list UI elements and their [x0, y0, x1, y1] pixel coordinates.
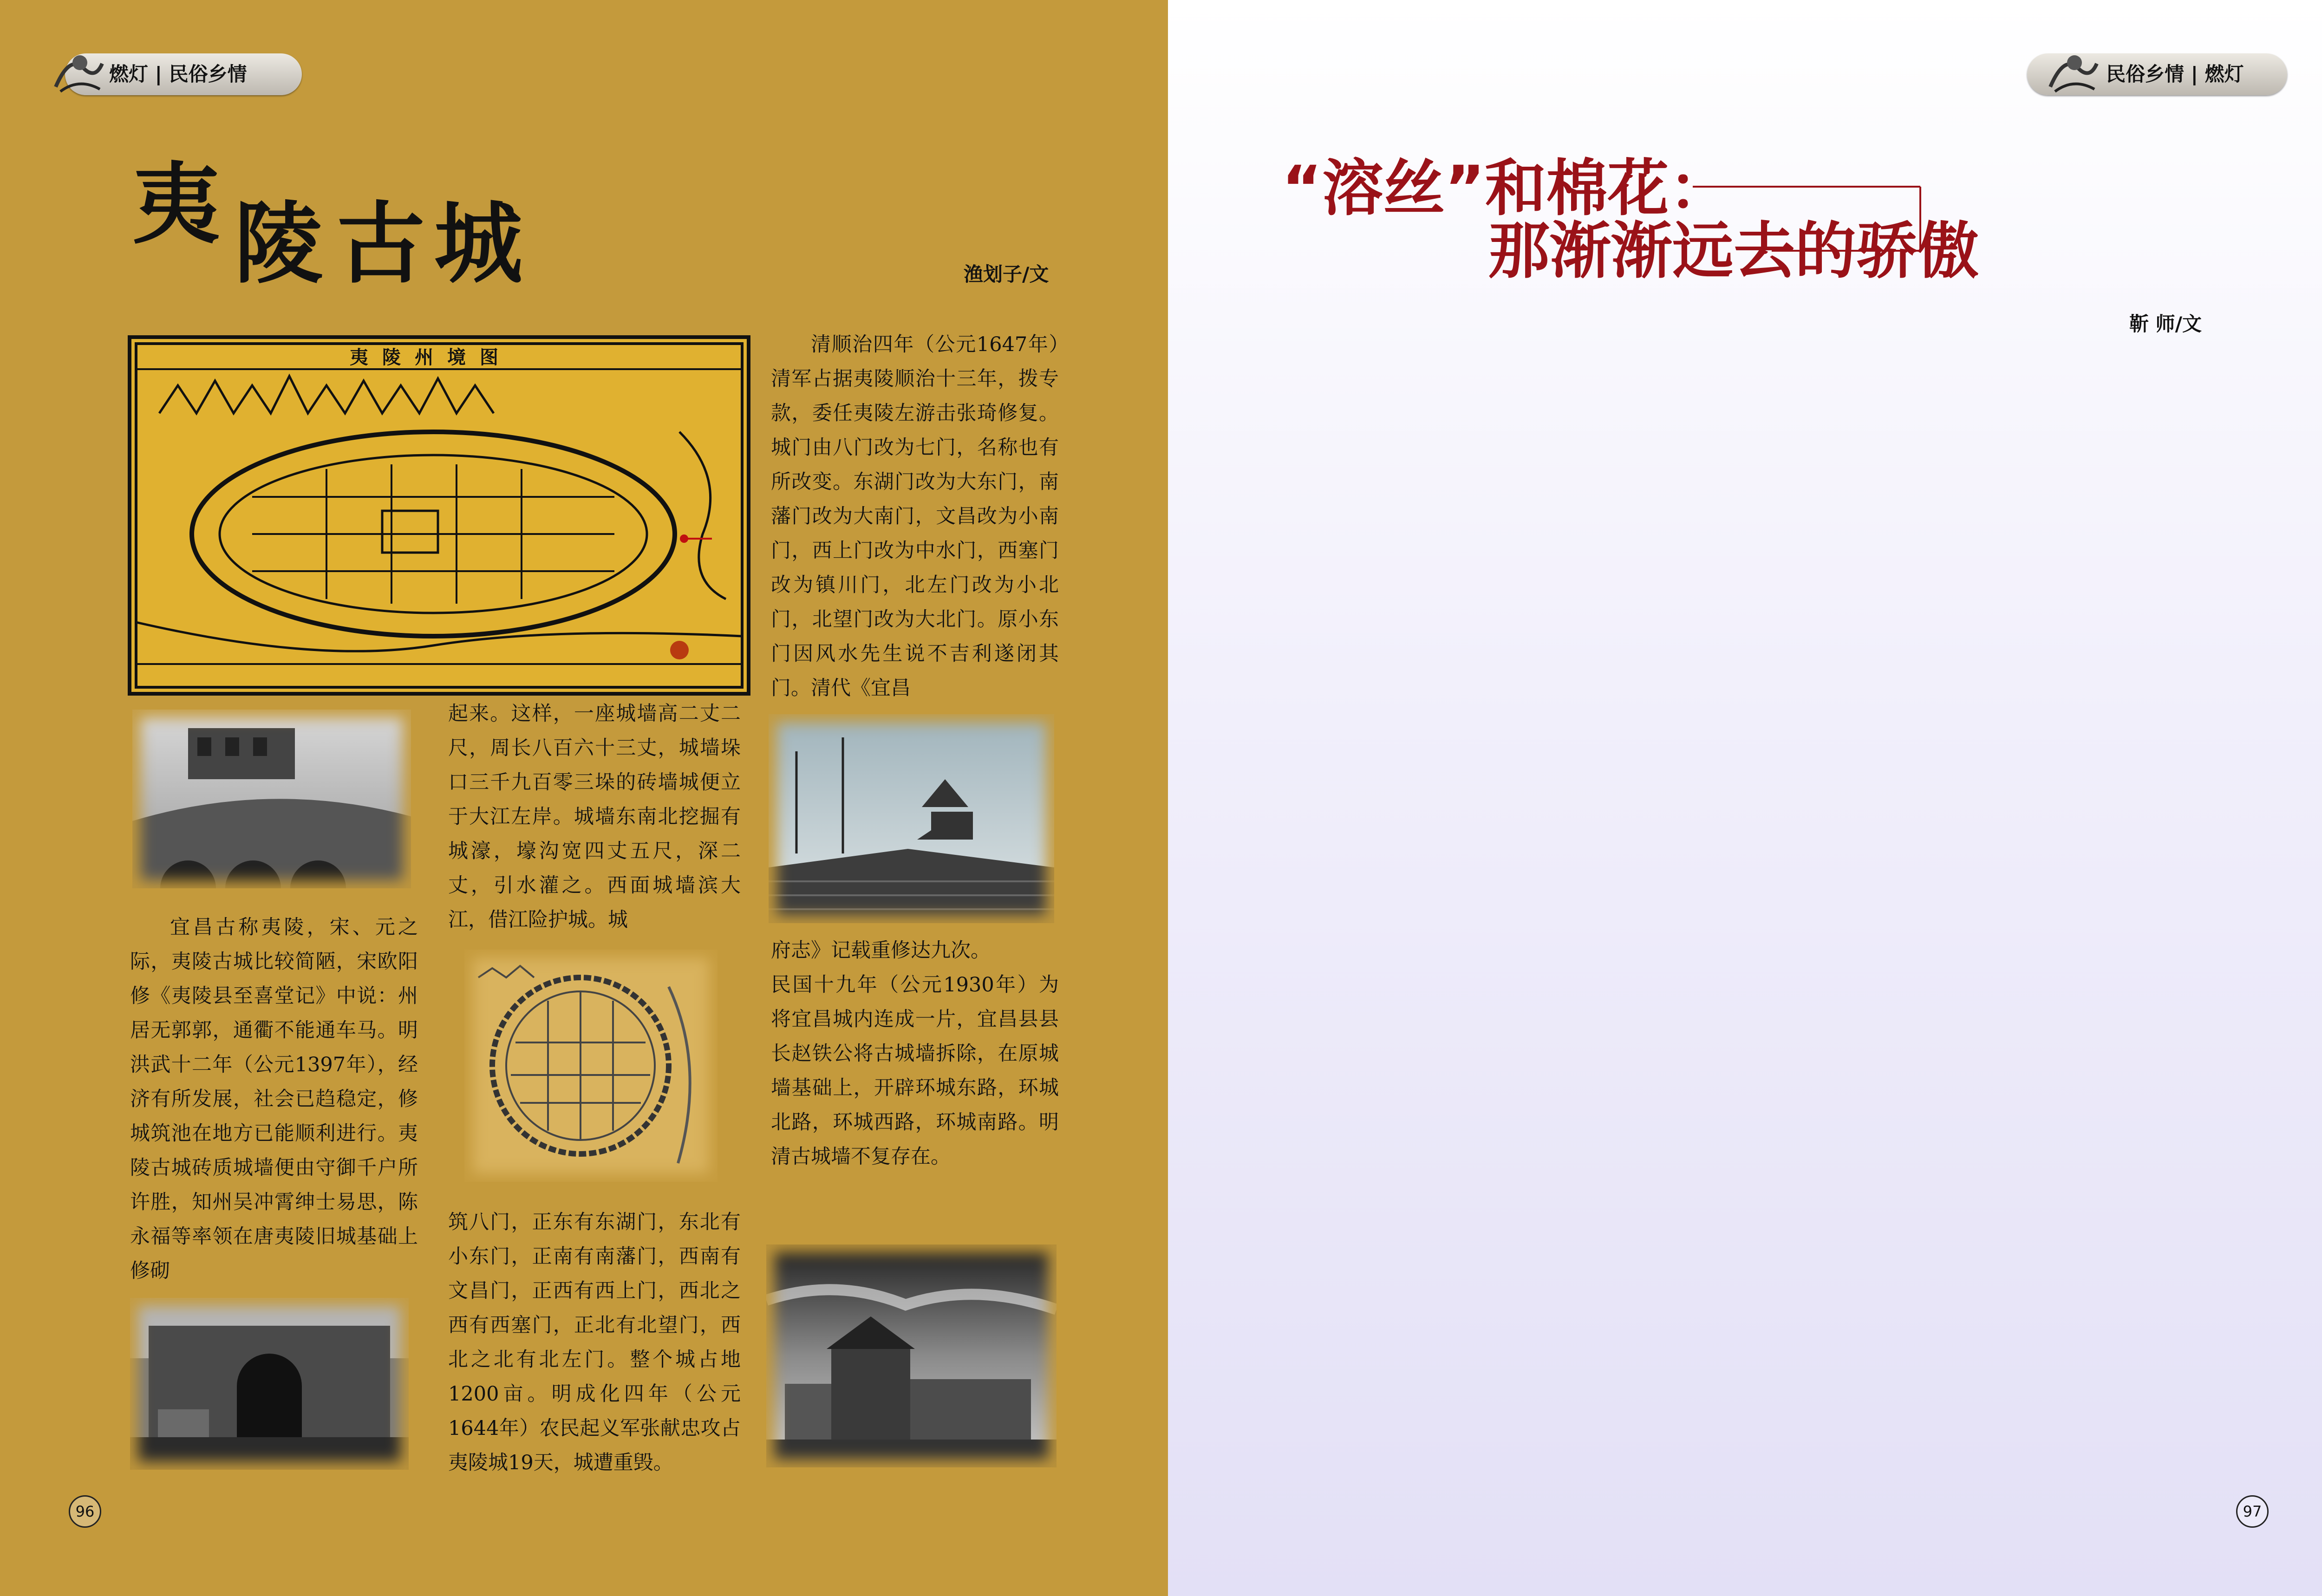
byline: 靳 师/文 [2129, 313, 2202, 335]
title-char: 城 [434, 192, 523, 295]
title-char: 夷 [132, 152, 221, 256]
body-column-3b: 府志》记载重修达九次。 民国十九年（公元1930年）为将宜昌城内连成一片，宜昌县县长赵铁公将古城墙拆除，在原城墙基础上，开辟环城东路，环城北路，环城西路，环城南路。明清古城墙不复存在。 [771, 939, 1059, 1168]
map-caption: 夷陵州境图 [350, 346, 512, 368]
right-page [1168, 0, 2322, 1596]
old-building-photo [766, 1244, 1057, 1467]
old-wall-photo [132, 710, 411, 888]
section-tag-label: 燃灯 | 民俗乡情 [109, 63, 247, 85]
tower-photo [769, 714, 1054, 923]
gate-photo [130, 1298, 409, 1470]
city-sketch [464, 950, 717, 1182]
section-tag-label: 民俗乡情 | 燃灯 [2106, 63, 2244, 85]
title-char: 古 [337, 192, 425, 295]
article-title-line-1: “溶丝”和棉花： [1282, 153, 1730, 224]
body-column-2a: 起来。这样，一座城墙高二丈二尺，周长八百六十三丈，城墙垛口三千九百零三垛的砖墙城便立于大江左岸。城墙东南北挖掘有城濠，壕沟宽四丈五尺，深二丈，引水灌之。西面城墙滨大江，借江险护城。城 [448, 702, 741, 932]
section-tag [2027, 53, 2287, 95]
article-title-line-2: 那渐渐远去的骄傲 [1488, 215, 1979, 287]
ornament-icon [51, 45, 107, 101]
page-number: 97 [2236, 1495, 2269, 1528]
title-rule [1693, 181, 1944, 260]
old-city-map [128, 335, 750, 696]
body-column-3a: 清顺治四年（公元1647年）清军占据夷陵顺治十三年，拨专款，委任夷陵左游击张琦修复。城门由八门改为七门，名称也有所改变。东湖门改为大东门，南藩门改为大南门，文昌改为小南门，西上门改为中水门，西塞门改为镇川门，北左门改为小北门，北望门改为大北门。原小东门因风水先生说不吉利遂闭其门。清代《宜昌 [771, 333, 1059, 700]
body-column-1: 宜昌古称夷陵，宋、元之际，夷陵古城比较简陋，宋欧阳修《夷陵县至喜堂记》中说：州居无郭郭，通衢不能通车马。明洪武十二年（公元1397年），经济有所发展，社会已趋稳定，修城筑池在地方已能顺利进行。夷陵古城砖质城墙便由守御千户所许胜，知州吴冲霄绅士易思，陈永福等率领在唐夷陵旧城基础上修砌 [130, 916, 418, 1283]
byline: 渔划子/文 [964, 263, 1049, 286]
body-column-2b: 筑八门，正东有东湖门，东北有小东门，正南有南藩门，西南有文昌门，正西有西上门，西北之西有西塞门，正北有北望门，西北之北有北左门。整个城占地1200亩。明成化四年（公元1644年）农民起义军张献忠攻占夷陵城19天，城遭重毁。 [448, 1211, 741, 1474]
ornament-icon [2046, 45, 2101, 101]
title-char: 陵 [235, 192, 323, 295]
page-number: 96 [69, 1495, 101, 1528]
section-tag [65, 53, 302, 95]
